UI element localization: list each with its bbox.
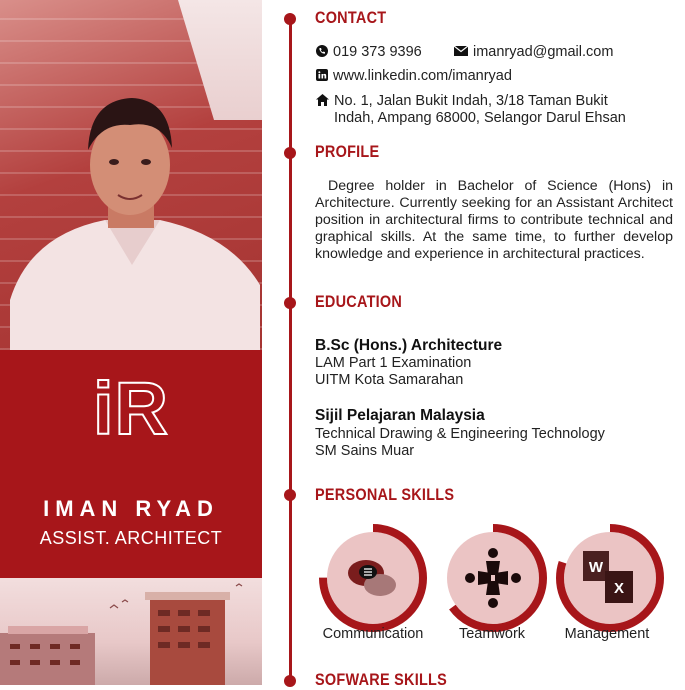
communication-skill-ring	[318, 523, 428, 633]
profile-summary: Degree holder in Bachelor of Science (Hons) in Architecture. Currently seeking for an Assistant Architect position in architectural firms to contribute technical and graphical skills. At the same time, to further develop knowledge and experience in architectural practices.	[315, 178, 673, 262]
brand-block	[0, 350, 262, 578]
email-row	[454, 44, 613, 60]
left-column	[0, 0, 262, 685]
address-line-2: Indah, Ampang 68000, Selangor Darul Ehsan	[334, 110, 626, 126]
education-spm-title: Sijil Pelajaran Malaysia	[315, 407, 485, 424]
personal-skills-heading: PERSONAL SKILLS	[315, 485, 455, 504]
education-degree-school: UITM Kota Samarahan	[315, 372, 464, 388]
teamwork-skill-label: Teamwork	[458, 626, 526, 642]
timeline-dot	[284, 489, 296, 501]
svg-text:X: X	[613, 580, 625, 597]
building-illustration	[0, 578, 262, 685]
email-address[interactable]: imanryad@gmail.com	[473, 44, 614, 60]
timeline-dot	[284, 147, 296, 159]
monogram-logo: iR	[93, 367, 169, 450]
management-skill-label: Management	[564, 626, 650, 642]
software-skills-heading: SOFWARE SKILLS	[315, 670, 448, 689]
timeline-dot	[284, 675, 296, 687]
profile-heading: PROFILE	[315, 142, 380, 161]
education-spm-detail: Technical Drawing & Engineering Technology	[315, 426, 605, 442]
teamwork-skill-ring	[438, 523, 548, 633]
timeline-dot	[284, 297, 296, 309]
building-rendering	[0, 578, 262, 685]
envelope-icon	[454, 45, 468, 57]
education-spm-school: SM Sains Muar	[315, 443, 415, 459]
person-role: ASSIST. ARCHITECT	[39, 528, 223, 548]
phone-icon	[316, 45, 328, 57]
communication-skill-label: Communication	[322, 626, 424, 642]
education-degree-title: B.Sc (Hons.) Architecture	[315, 337, 503, 354]
education-heading: EDUCATION	[315, 292, 403, 311]
phone-row	[316, 44, 422, 60]
home-icon	[316, 94, 329, 106]
timeline-dot	[284, 13, 296, 25]
contact-heading: CONTACT	[315, 8, 387, 27]
timeline-line	[289, 18, 292, 685]
linkedin-row	[316, 68, 512, 84]
management-skill-ring	[555, 523, 665, 633]
svg-text:W: W	[588, 559, 604, 576]
linkedin-icon	[316, 69, 328, 81]
person-illustration	[10, 70, 260, 350]
profile-photo	[0, 0, 262, 350]
education-degree-detail: LAM Part 1 Examination	[315, 355, 472, 371]
person-name: IMAN RYAD	[43, 496, 219, 521]
linkedin-url[interactable]: www.linkedin.com/imanryad	[333, 68, 512, 84]
phone-number: 019 373 9396	[333, 44, 422, 60]
address-row	[316, 93, 626, 127]
address-line-1: No. 1, Jalan Bukit Indah, 3/18 Taman Bukit	[334, 93, 608, 109]
